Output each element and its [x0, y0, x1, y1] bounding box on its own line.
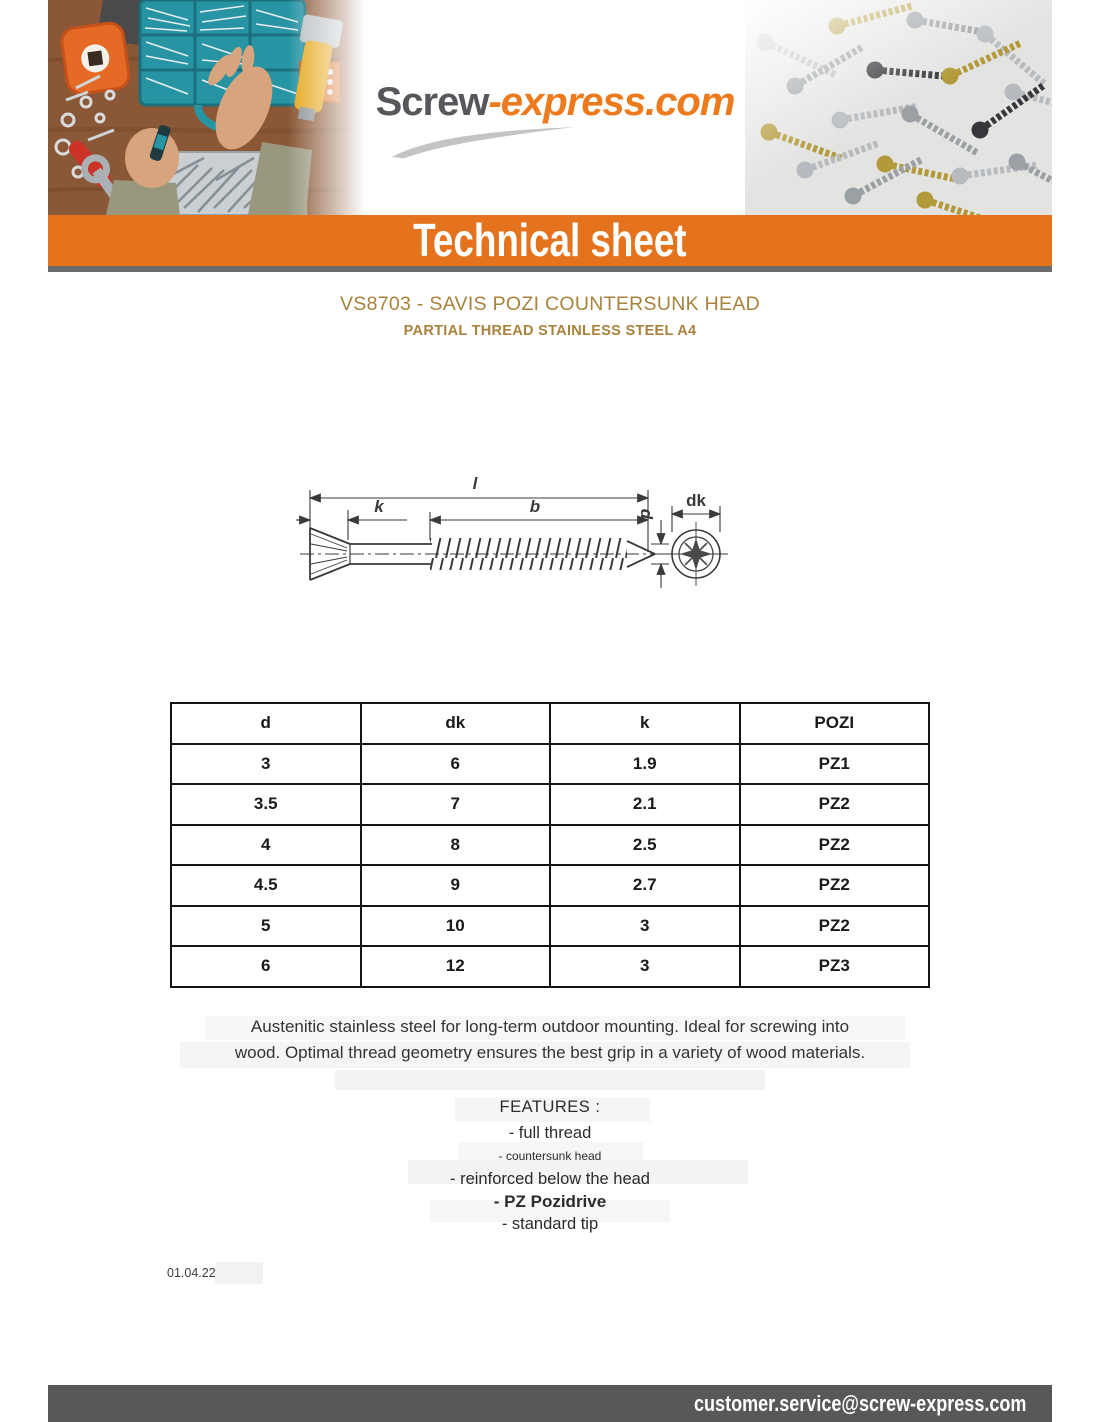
description-line: wood. Optimal thread geometry ensures the best grip in a variety of wood materials. [234, 1043, 866, 1062]
table-cell: PZ2 [740, 865, 930, 906]
dim-label-diameter: d [637, 508, 656, 520]
logo-swoosh [387, 122, 577, 162]
table-cell: 5 [171, 906, 361, 947]
dim-label-head-height: k [374, 497, 384, 516]
banner-title: Technical sheet [413, 214, 687, 266]
table-header-cell: POZI [740, 703, 930, 744]
logo-text-secondary: -express.com [488, 80, 735, 124]
table-cell: 3 [171, 744, 361, 785]
table-cell: 2.7 [550, 865, 740, 906]
table-cell: PZ2 [740, 784, 930, 825]
table-cell: 6 [361, 744, 551, 785]
table-cell: PZ1 [740, 744, 930, 785]
product-title: VS8703 - SAVIS POZI COUNTERSUNK HEAD [339, 293, 761, 315]
table-row [171, 946, 929, 987]
table-body [171, 744, 929, 987]
footer-bar [48, 1385, 1052, 1422]
dim-label-head-diameter: dk [686, 491, 706, 510]
pozi-recess [680, 538, 712, 570]
feature-item: - standard tip [501, 1215, 599, 1233]
table-header-row [171, 703, 929, 744]
table-row [171, 865, 929, 906]
table-cell: PZ3 [740, 946, 930, 987]
table-row [171, 784, 929, 825]
logo [365, 0, 745, 215]
table-cell: 2.1 [550, 784, 740, 825]
scan-artifact [215, 1262, 263, 1284]
table-header-cell: k [550, 703, 740, 744]
table-cell: 4.5 [171, 865, 361, 906]
table-cell: 3 [550, 906, 740, 947]
dim-label-thread-length: b [529, 497, 541, 516]
table-cell: 3.5 [171, 784, 361, 825]
table-cell: 1.9 [550, 744, 740, 785]
table-cell: 3 [550, 946, 740, 987]
table-cell: 7 [361, 784, 551, 825]
features-section [0, 1098, 1100, 1235]
screw-technical-drawing [295, 462, 735, 612]
dim-label-total-length: l [472, 474, 478, 493]
feature-item: - full thread [508, 1124, 592, 1142]
table-cell: 6 [171, 946, 361, 987]
feature-item: - countersunk head [498, 1149, 602, 1163]
workbench-photo [48, 0, 365, 215]
table-row [171, 825, 929, 866]
footer-email: customer.service@screw-express.com [693, 1390, 1026, 1416]
product-description [0, 1014, 1100, 1066]
feature-item: - PZ Pozidrive [493, 1192, 607, 1211]
table-cell: 10 [361, 906, 551, 947]
table-cell: 4 [171, 825, 361, 866]
dimensions-table [170, 702, 930, 988]
table-row [171, 744, 929, 785]
table-cell: PZ2 [740, 906, 930, 947]
document-date: 01.04.22 [167, 1266, 216, 1280]
tape-measure [60, 21, 131, 95]
table-cell: 2.5 [550, 825, 740, 866]
banner-divider [48, 266, 1052, 272]
product-subtitle: PARTIAL THREAD STAINLESS STEEL A4 [403, 323, 697, 339]
table-cell: PZ2 [740, 825, 930, 866]
technical-sheet-banner [48, 215, 1052, 266]
table-row [171, 906, 929, 947]
table-cell: 12 [361, 946, 551, 987]
scan-artifact [335, 1070, 765, 1090]
table-cell: 8 [361, 825, 551, 866]
screws-photo [745, 0, 1052, 215]
logo-text [365, 80, 745, 125]
feature-item: - reinforced below the head [450, 1170, 650, 1188]
table-header-cell: dk [361, 703, 551, 744]
table-header-cell: d [171, 703, 361, 744]
logo-text-primary: Screw [375, 80, 489, 124]
features-heading: FEATURES : [499, 1098, 601, 1116]
description-line: Austenitic stainless steel for long-term outdoor mounting. Ideal for screwing into [250, 1017, 850, 1036]
table-cell: 9 [361, 865, 551, 906]
